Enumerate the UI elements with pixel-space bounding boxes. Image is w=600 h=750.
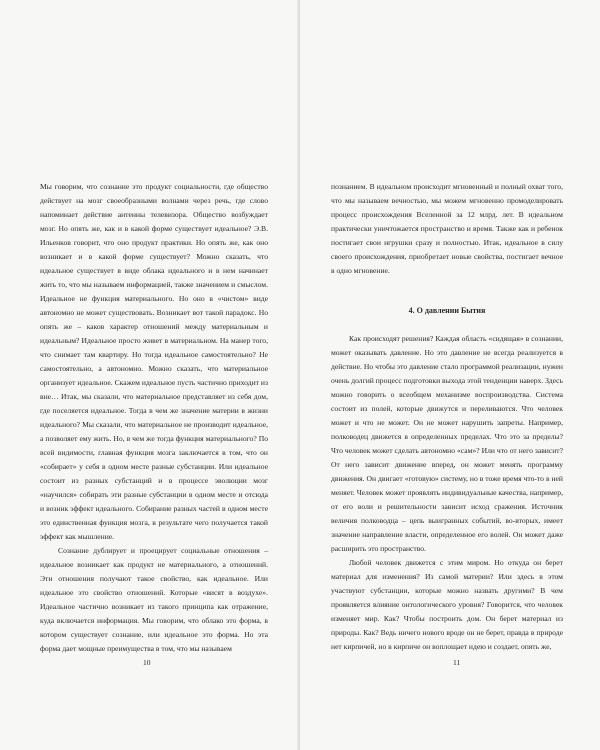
right-page-number: 11 <box>453 658 461 667</box>
right-page-text <box>331 180 563 654</box>
section-heading: 4. О давлении Бытия <box>408 306 486 315</box>
left-page-text <box>40 180 268 656</box>
right-intro-paragraph: познанием. В идеальном происходит мгновенный и полный охват того, что мы называем вечностью, мы можем мгновенно промоделировать процесс происхождения Вселенной за 12 млрд. лет. В идеальном практически уничтожается пространство и время. Также как и ребенок постигает свои игрушки сразу и полностью. Итак, идеальное в силу своего происхождения, приобретает новые свойства, постигает вечное в одно мгновение. <box>331 182 563 275</box>
left-page-number: 10 <box>143 658 151 667</box>
left-paragraph-1: Мы говорим, что сознание это продукт социальности, где общество действует на мозг своеобразными волнами через речь, где слово напоминает действие антенны телевизора. Общество возбуждает мозг. Но опять же, как и в какой форме существует идеальное? Э.В. Ильенков говорит, что оно продукт практики. Но опять же, как оно возникает и в какой форме существует? Можно сказать, что идеальное существует в виде облака идеального и в нем начинает жить то, что мы называем информацией, также значением и смыслом. Идеальное не функция материального. Но оно в «чистом» виде автономно не может существовать. Возникает вот такой парадокс. Но опять же – каков характер отношений между материальным и идеальным? Идеальное просто живет в материальном. На манер того, что снимает там квартиру. Но тогда идеальное самостоятельно? Не самостоятельно, а автономно. Можно сказать, что материальное организует идеальное. Скажем идеальное пусть частично приходит из вне… Итак, мы сказали, что материальное представляет из себя дом, где поселяется идеальное. Тогда в чем же значение материи в жизни идеального? Мы сказали, что материальное не производит идеальное, а позволяет ему жить. Но, в чем же тогда функция материального? По всей видимости, главная функция мозга заключается в том, что он «собирает» у себя в одном месте разные субстанции. Или идеальное состоит из разных субстанций и в процессе эволюции мозг «научился» собирать эти разные субстанции в одном месте и отсюда и возник эффект идеального. Собирание разных частей в одном месте это единственная функция мозга, в результате чего получается такой эффект как мышление. <box>40 182 268 541</box>
right-page <box>300 0 600 750</box>
right-paragraph-2: Любой человек движется с этим миром. Но откуда он берет материал для изменения? Из самой материи? Или здесь в этом участвуют субстанции, которые можно назвать другими? В чем проявляется влияние онтологического уровня? Говорится, что человек изменяет мир. Как? Чтобы построить дом. Он берет материал из природы. Как? Ведь ничего нового вроде он не берет, правда в природе нет кирпичей, но в кирпиче он воплощает идею и создает, опять же, <box>331 558 563 651</box>
left-paragraph-2: Сознание дублирует и проецирует социальные отношения – идеальное возникает как продукт не материального, а отношений. Эти отношения получают такое свойство, как идеальное. Или идеальное это свойство отношений. Которые «висят в воздухе». Идеальное частично возникает из такого принципа как отражение, куда включается информация. Мы говорим, что облако это форма, в котором существует сознание, или идеальное это форма. Но эта форма дает мощные преимущества в том, что мы называем <box>40 546 268 653</box>
right-paragraph-1: Как происходят решения? Каждая область «сидящая» в сознании, может оказывать давление. Но это давление не всегда реализуется в действие. Но чтобы это давление стало программой реализации, нужен очень долгий процесс подготовки выхода этой тенденции наверх. Здесь можно говорить о всеобщем механизме воспроизводства. Система состоит из полей, которые движутся и переливаются. Что человек может и что не может. Он не может нарушить запреты. Например, полководец движется в определенных пределах. Что это за пределы? Что человек может сделать автономно «сам»? Или что от него зависит? От него зависит движение вперед, он может менять программу движения. Он двигает «готовую» систему, но в тоже время что-то в ней меняет. Человек может проявлять индивидуальные качества, например, от его воли и решительности зависит исход сражения. Источник величия полководца – цепь выигранных событий, во-вторых, имеет значение направление власти, определенное его волей. Он может даже расширить это пространство. <box>331 334 563 553</box>
